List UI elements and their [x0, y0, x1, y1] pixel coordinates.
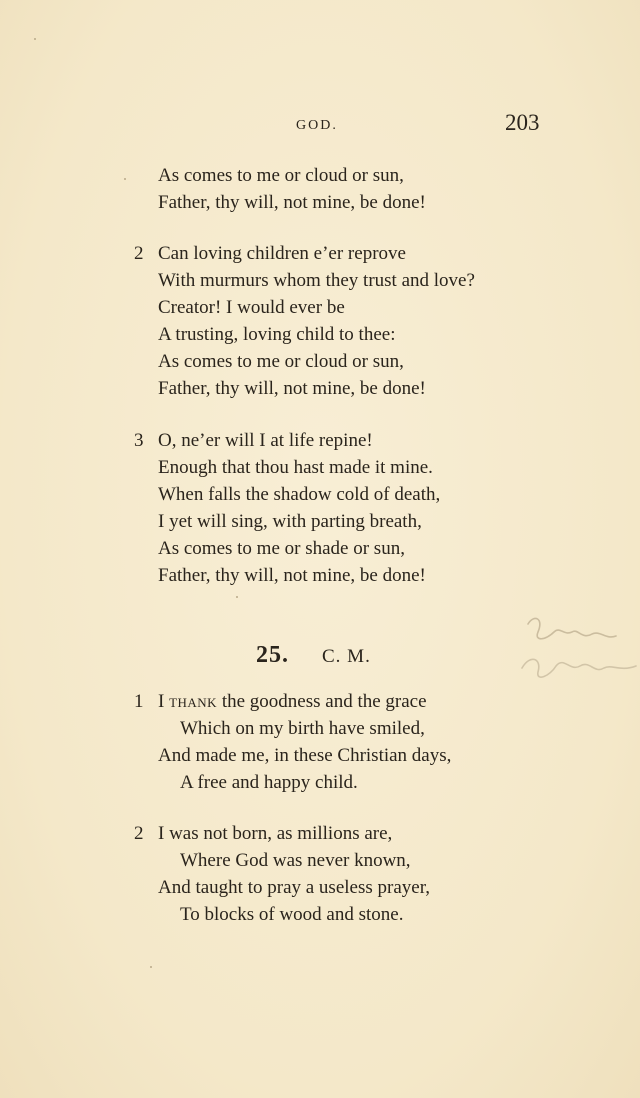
verse-line: Where God was never known,	[180, 850, 411, 871]
stanza-2	[0, 240, 640, 402]
hymn-stanza-2	[0, 820, 640, 928]
verse-line: 2 Can loving children e’er reprove	[0, 240, 640, 267]
verse-line: Enough that thou hast made it mine.	[158, 457, 433, 478]
verse-line: Which on my birth have smiled,	[180, 718, 425, 739]
paper-speck	[124, 178, 126, 180]
verse-line: I yet will sing, with parting breath,	[158, 511, 422, 532]
stanza-number: 3	[134, 430, 144, 451]
stanza-number: 1	[134, 691, 144, 712]
stanza-continuation	[0, 162, 640, 216]
paper-speck	[150, 966, 152, 968]
verse-line: A trusting, loving child to thee:	[158, 324, 396, 345]
verse-line: And made me, in these Christian days,	[158, 745, 452, 766]
hymn-number: 25.	[256, 642, 289, 668]
verse-line: Father, thy will, not mine, be done!	[158, 192, 426, 213]
verse-line: With murmurs whom they trust and love?	[158, 270, 475, 291]
stanza-number: 2	[134, 823, 144, 844]
verse-line: As comes to me or shade or sun,	[158, 538, 405, 559]
verse-line: Father, thy will, not mine, be done!	[158, 378, 426, 399]
verse-line: To blocks of wood and stone.	[180, 904, 404, 925]
stanza-number: 2	[134, 243, 144, 264]
paper-speck	[236, 596, 238, 598]
page-number: 203	[505, 110, 540, 135]
verse-line: 1 I thank the goodness and the grace	[0, 688, 640, 715]
section-title: GOD.	[296, 118, 338, 133]
pencil-marginalia	[520, 610, 640, 700]
verse-line: As comes to me or cloud or sun,	[158, 165, 404, 186]
verse-line: 2 I was not born, as millions are,	[0, 820, 640, 847]
verse-line: Father, thy will, not mine, be done!	[158, 565, 426, 586]
verse-line: Creator! I would ever be	[158, 297, 345, 318]
verse-line: A free and happy child.	[180, 772, 358, 793]
hymn-stanza-1	[0, 688, 640, 796]
running-head	[0, 110, 640, 140]
stanza-3	[0, 427, 640, 589]
verse-line: 3 O, ne’er will I at life repine!	[0, 427, 640, 454]
verse-line: And taught to pray a useless prayer,	[158, 877, 431, 898]
hymn-meter: C. M.	[322, 646, 371, 667]
verse-line: When falls the shadow cold of death,	[158, 484, 441, 505]
verse-line: As comes to me or cloud or sun,	[158, 351, 404, 372]
paper-speck	[34, 38, 36, 40]
